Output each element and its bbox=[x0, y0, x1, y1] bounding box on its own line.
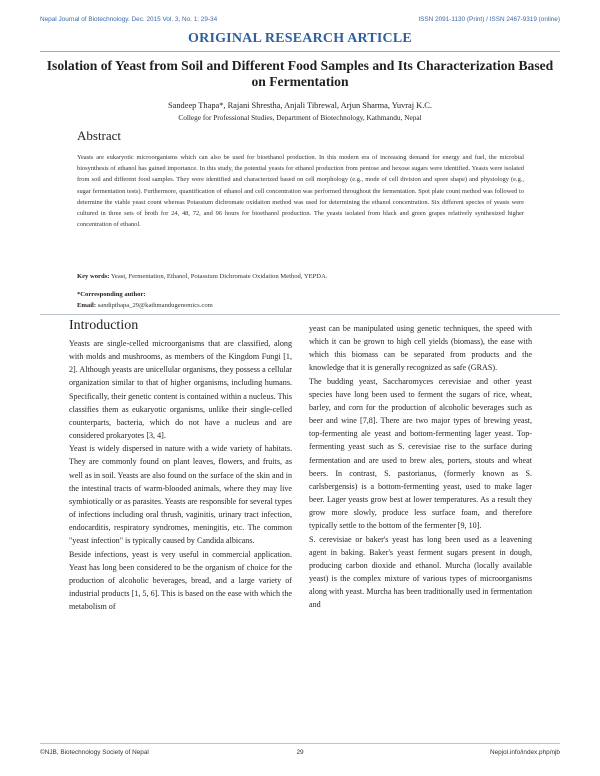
email-label: Email: bbox=[77, 301, 97, 309]
issn: ISSN 2091-1130 (Print) / ISSN 2467-9319 (online) bbox=[418, 16, 560, 23]
keywords-label: Key words: bbox=[77, 273, 110, 280]
journal-citation: Nepal Journal of Biotechnology. Dec. 2015 Vol. 3, No. 1: 29-34 bbox=[40, 16, 218, 23]
body-column-right bbox=[309, 322, 532, 611]
abstract-text: Yeasts are eukaryotic microorganisms which can also be used for bioethanol production. In this modern era of increasing demand for energy and fuel, the microbial biosynthesis of ethanol has gained importance. In this study, the potential yeasts for ethanol production from pentose and hexose sugars were identified. Yeasts were isolated from soil and different food samples. They were identified and characterized based on cell morphology (e.g., mode of cell division and spore shape) and physiology (e.g., sugar fermentation tests). Furthermore, quantification of ethanol and cell concentration was performed throughout the fermentation. Spot plate count method was followed to determine the viable yeast count whereas Potassium dichromate oxidation method was used for determining the ethanol concentration. Six different species of yeasts were cultured in three sets of broth for 24, 48, 72, and 96 hours for bioethanol production. The yeasts isolated from black and green grapes relatively synthesized higher concentration of ethanol. bbox=[77, 154, 524, 229]
authors: Sandeep Thapa*, Rajani Shrestha, Anjali Tibrewal, Arjun Sharma, Yuvraj K.C. bbox=[167, 101, 432, 110]
paragraph: Yeast is widely dispersed in nature with a wide variety of habitats. They are commonly found on plant leaves, flowers, and fruits, as well as in soil. Yeasts are also found on the surface of the skin and in the intestinal tracts of warm-blooded animals, where they may live symbiotically or as parasites. Yeasts are responsible for several types of infections including oral thrush, vaginitis, urinary tract infection, endocarditis, respiratory syndromes, meningitis, etc. The common "yeast infection" is typically caused by Candida albicans. bbox=[69, 444, 292, 546]
paper-title: Isolation of Yeast from Soil and Different Food Samples and Its Characterization Based on Fermentation bbox=[46, 58, 554, 89]
page-number: 29 bbox=[296, 749, 304, 756]
paragraph: S. cerevisiae or baker's yeast has long been used as a leavening agent in baking. Baker's yeast ferment sugars present in dough, producing carbon dioxide and ethanol. Murcha (locally available yeast) is the complex mixture of various types of microorganisms along with yeast. Murcha has been traditionally used in fermentation and bbox=[309, 534, 532, 610]
paragraph: Beside infections, yeast is very useful in commercial application. Yeast has long been considered to be the organism of choice for the production of alcoholic beverages, bread, and a large variety of industrial products [1, 5, 6]. This is based on the ease with which the metabolism of bbox=[69, 549, 292, 612]
paragraph: yeast can be manipulated using genetic techniques, the speed with which it can be grown to high cell yields (biomass), the ease with which this biomass can be separated from products and the knowledge that it is generally recognized as safe (GRAS). bbox=[309, 324, 532, 373]
footer-divider bbox=[40, 743, 560, 744]
abstract-divider bbox=[40, 314, 560, 315]
introduction-heading: Introduction bbox=[69, 318, 139, 333]
paragraph: Yeasts are single-celled microorganisms that are classified, along with molds and mushrooms, as members of the Kingdom Fungi [1, 2]. Although yeasts are unicellular organisms, they possess a cellular organization similar to that of higher organisms, including humans. Specifically, their genetic content is contained within a nucleus. This classifies them as eukaryotic organisms, unlike their single-celled counterparts, bacteria, which do not have a nucleus and are considered prokaryotes [3, 4]. bbox=[69, 339, 292, 441]
article-type: ORIGINAL RESEARCH ARTICLE bbox=[188, 31, 412, 46]
footer-copyright: ©NJB, Biotechnology Society of Nepal bbox=[40, 749, 149, 756]
affiliation: College for Professional Studies, Department of Biotechnology, Kathmandu, Nepal bbox=[178, 113, 422, 122]
corresponding-label: *Corresponding author: bbox=[77, 291, 146, 298]
abstract-heading: Abstract bbox=[77, 128, 122, 143]
corresponding-author bbox=[77, 290, 213, 311]
paragraph: The budding yeast, Saccharomyces cerevisiae and other yeast species have long been used to ferment the sugars of rice, wheat, barley, and corn for the production of alcoholic beverages such as beer and wine [7,8]. There are two major types of brewing yeast, top-fermenting ale yeast and bottom-fermenting lager yeast. Top-fermenting yeast such as S. cerevisiae rise to the surface during fermentation and are used to brew ales, porters, stouts and wheat beers. In contrast, S. pastorianus, (formerly known as S. carlsbergensis) is a bottom-fermenting yeast, used to make lager beer. Lager yeasts grow best at lower temperatures. As a result they grow more slowly, produce less surface foam, and therefore typically settle to the bottom of the fermenter [9, 10]. bbox=[309, 376, 532, 531]
footer-url[interactable]: Nepjol.info/index.php/njb bbox=[490, 749, 560, 756]
body-column-left bbox=[69, 337, 292, 613]
keywords-text: Yeast, Fermentation, Ethanol, Potassium Dichromate Oxidation Method, YEPDA. bbox=[110, 273, 328, 280]
email-address[interactable]: sandipthapa_29@kathmandugenomics.com bbox=[97, 301, 213, 309]
keywords bbox=[77, 273, 524, 280]
header-divider bbox=[40, 51, 560, 52]
